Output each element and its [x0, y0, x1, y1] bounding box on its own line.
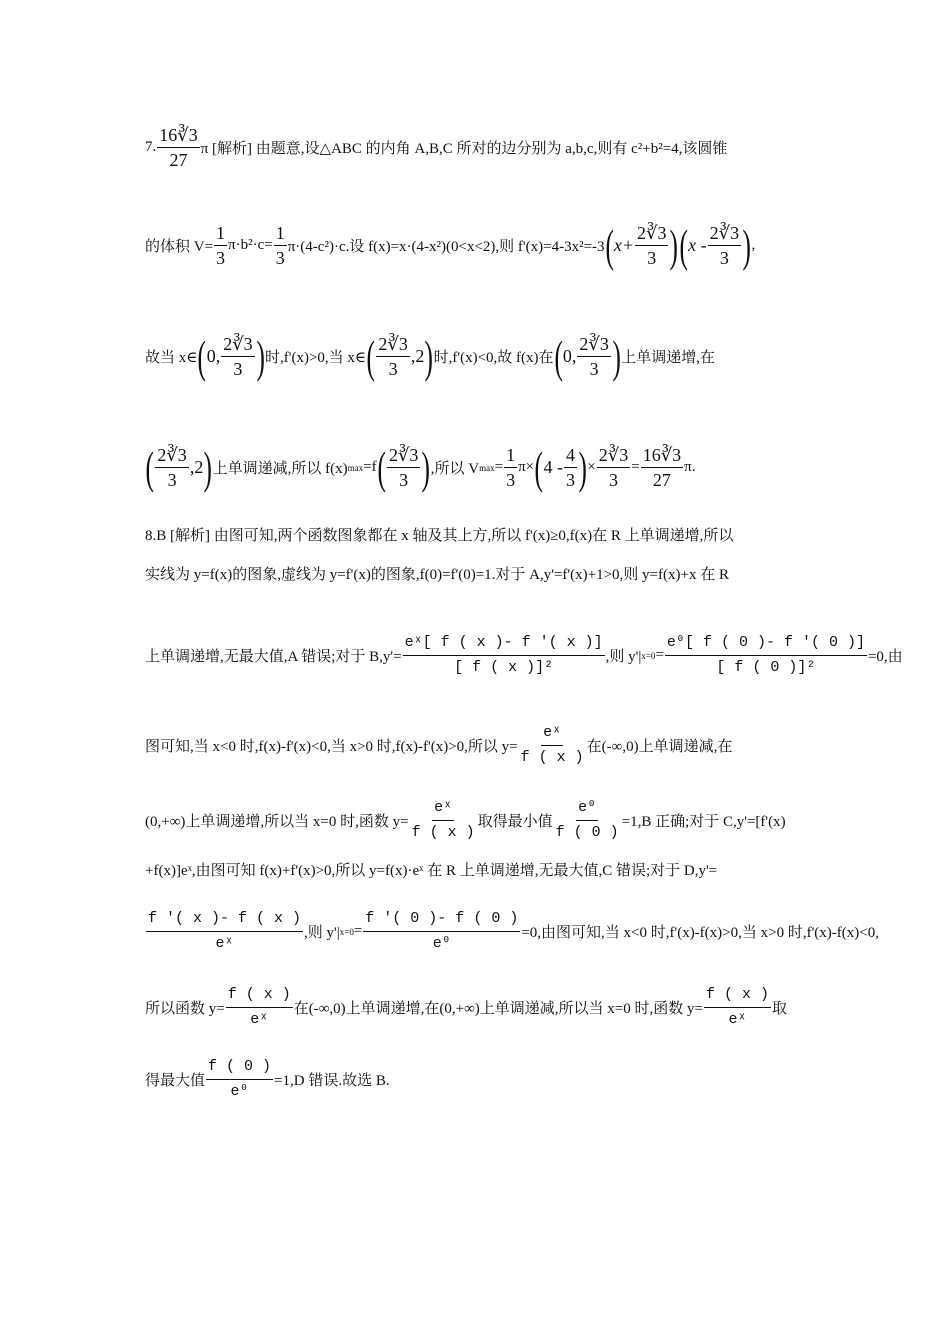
q8-line-2	[145, 563, 729, 584]
times-sign: ×	[587, 459, 596, 475]
left-paren: (	[197, 330, 207, 382]
q8-text: 取	[772, 1001, 788, 1017]
q7-result-fraction: $\frac{16∛3}{27}$	[642, 445, 682, 490]
q8-line-7: $\frac{f '( x )- f ( x )}{\text{eˣ}}$ ,则 y'| x=0 = $\frac{f '( 0 )- f ( 0 )}{\text{e⁰}}$ =0,由图可知,当 x<0 时,f'(x)-f(x)>0,当 x>0 时,f'(x)-f(x)<0,	[145, 908, 879, 955]
fx-over-ex-fraction: $\frac{f ( x )}{\text{eˣ}}$	[705, 986, 769, 1028]
left-paren: (	[604, 219, 614, 271]
comma-two: ,2	[189, 457, 204, 477]
e0-over-f0-fraction: $\frac{\text{e⁰}}{f ( 0 )}$	[555, 799, 619, 841]
q7-text: 上单调递减,所以 f(x)	[212, 461, 348, 477]
ex-over-fx-fraction: $\frac{\text{eˣ}}{f ( x )}$	[520, 724, 584, 766]
right-paren: )	[421, 441, 431, 493]
q7-line-2	[145, 219, 756, 271]
left-paren: (	[534, 441, 543, 493]
root-fraction: $\frac{2∛3}{3}$	[637, 223, 667, 268]
q8-text: ,则 y'|	[304, 925, 340, 941]
q8-text: +f(x)]eˣ,由图可知 f(x)+f'(x)>0,所以 y=f(x)·eˣ 在 R 上单调递增,无最大值,C 错误;对于 D,y'=	[145, 863, 718, 879]
q7-line-1-text: π [解析] 由题意,设△ABC 的内角 A,B,C 所对的边分别为 a,b,c,则有 c²+b²=4,该圆锥	[200, 141, 728, 157]
q8-text: 得最大值	[145, 1073, 206, 1089]
q8-text: ,则 y'|	[605, 649, 642, 665]
right-paren: )	[424, 330, 434, 382]
equals-sign: =	[631, 459, 640, 475]
root-fraction: $\frac{2∛3}{3}$	[709, 223, 740, 268]
q8-text: (0,+∞)上单调递增,所以当 x=0 时,函数 y=	[145, 814, 409, 830]
four-minus: 4 -	[543, 457, 563, 477]
right-paren: )	[669, 219, 679, 271]
q8-text: =1,B 正确;对于 C,y'=[f'(x)	[621, 814, 786, 830]
f0-over-e0-fraction: $\frac{f ( 0 )}{\text{e⁰}}$	[208, 1058, 272, 1100]
q8-text: =	[353, 923, 363, 939]
comma: ,	[751, 237, 756, 253]
q7-text: 故当 x∈	[145, 350, 198, 366]
root-fraction: $\frac{2∛3}{3}$	[157, 445, 187, 490]
q7-text: π×	[518, 459, 535, 475]
x-plus: x+	[613, 235, 634, 255]
right-paren: )	[578, 441, 587, 493]
q8-text: =1,D 错误.故选 B.	[274, 1073, 390, 1089]
q8-text: 在(-∞,0)上单调递增,在(0,+∞)上单调递减,所以当 x=0 时,函数 y=	[293, 1001, 703, 1017]
q7-text: π.	[684, 459, 696, 475]
fx-over-ex-fraction: $\frac{f ( x )}{\text{eˣ}}$	[227, 986, 291, 1028]
zero-comma: 0,	[562, 346, 577, 366]
q7-line-1	[145, 124, 727, 171]
left-paren: (	[679, 219, 688, 271]
left-paren: (	[377, 441, 386, 493]
zero-comma: 0,	[206, 346, 221, 366]
option-b-value-fraction: $\frac{\text{e⁰[ f ( 0 )- f '( 0 )]}}{\text{[ f ( 0 )]²}}$	[666, 634, 865, 676]
q8-text: =0,由图可知,当 x<0 时,f'(x)-f(x)>0,当 x>0 时,f'(x)-f(x)<0,	[521, 925, 879, 941]
q8-text: 所以函数 y=	[145, 1001, 225, 1017]
q8-line-9	[145, 1056, 390, 1103]
left-paren: (	[366, 330, 375, 382]
comma-two: ,2	[410, 346, 425, 366]
q7-text: 时,f'(x)<0,故 f(x)在	[433, 350, 554, 366]
option-d-derivative-fraction: $\frac{f '( x )- f ( x )}{\text{eˣ}}$	[148, 910, 302, 952]
q7-line-4: ( $\frac{2∛3}{3}$ ,2 ) 上单调递减,所以 f(x) max =f ( $\frac{2∛3}{3}$ ) ,所以 V max = $\frac{1}{3}$ π× ( 4 - $\frac{4}{3}$ ) × $\frac{2∛3}{3}$ = $\frac{16∛3}{27}$ π.	[145, 441, 696, 493]
q7-text: =f	[363, 459, 377, 475]
q8-text: 上单调递增,无最大值,A 错误;对于 B,y'=	[145, 649, 402, 665]
q8-line-5	[145, 797, 786, 844]
ex-over-fx-fraction: $\frac{\text{eˣ}}{f ( x )}$	[411, 799, 475, 841]
four-thirds-fraction: $\frac{4}{3}$	[565, 445, 575, 490]
root-fraction: $\frac{2∛3}{3}$	[378, 334, 408, 379]
right-paren: )	[256, 330, 265, 382]
q7-text: 的体积 V=	[145, 239, 214, 255]
q8-text: 取得最小值	[477, 814, 553, 830]
q8-line-6	[145, 859, 717, 880]
q7-text: =	[494, 459, 504, 475]
q8-text: 在(-∞,0)上单调递减,在	[586, 739, 733, 755]
q8-line-3: 上单调递增,无最大值,A 错误;对于 B,y'= $\frac{\text{eˣ[ f ( x )- f '( x )]}}{\text{[ f ( x )]²}}$ ,则 y'| x=0 = $\frac{\text{e⁰[ f ( 0 )- f '( 0 )]}}{\text{[ f ( 0 )]²}}$ =0,由	[145, 632, 903, 679]
x-minus: x -	[688, 235, 707, 255]
one-third-fraction: $\frac{1}{3}$	[216, 223, 226, 268]
q7-text: π·(4-c²)·c.设 f(x)=x·(4-x²)(0<x<2),则 f'(x)=4-3x²=-3	[287, 239, 605, 255]
root-fraction: $\frac{2∛3}{3}$	[388, 445, 419, 490]
one-third-fraction: $\frac{1}{3}$	[275, 223, 285, 268]
root-fraction: $\frac{2∛3}{3}$	[223, 334, 253, 379]
right-paren: )	[742, 219, 751, 271]
q7-text: 时,f'(x)>0,当 x∈	[265, 350, 367, 366]
option-b-derivative-fraction: $\frac{\text{eˣ[ f ( x )- f '( x )]}}{\text{[ f ( x )]²}}$	[404, 634, 603, 676]
q8-text: 实线为 y=f(x)的图象,虚线为 y=f'(x)的图象,f(0)=f'(0)=1.对于 A,y'=f'(x)+1>0,则 y=f(x)+x 在 R	[145, 567, 729, 583]
q7-text: 上单调递增,在	[621, 350, 715, 366]
q8-line-1	[145, 524, 733, 545]
q7-answer-fraction: $\frac{16∛3}{27}$	[159, 125, 198, 170]
q7-text: π·b²·c=	[228, 237, 273, 253]
left-paren: (	[145, 441, 154, 493]
q8-text: 图可知,当 x<0 时,f(x)-f'(x)<0,当 x>0 时,f(x)-f'(x)>0,所以 y=	[145, 739, 518, 755]
q7-label: 7.	[145, 139, 157, 155]
q8-line-4	[145, 722, 732, 769]
q8-text: =0,由	[867, 649, 903, 665]
q8-line-8	[145, 984, 787, 1031]
root-fraction: $\frac{2∛3}{3}$	[598, 445, 629, 490]
q8-text: 8.B [解析] 由图可知,两个函数图象都在 x 轴及其上方,所以 f'(x)≥0,f(x)在 R 上单调递增,所以	[145, 528, 734, 544]
left-paren: (	[553, 330, 563, 382]
q7-text: ,所以 V	[430, 461, 480, 477]
one-third-fraction: $\frac{1}{3}$	[506, 445, 516, 490]
q7-line-3	[145, 330, 715, 382]
right-paren: )	[612, 330, 621, 382]
option-d-value-fraction: $\frac{f '( 0 )- f ( 0 )}{\text{e⁰}}$	[365, 910, 519, 952]
right-paren: )	[203, 441, 213, 493]
root-fraction: $\frac{2∛3}{3}$	[579, 334, 609, 379]
q8-text: =	[655, 647, 664, 663]
